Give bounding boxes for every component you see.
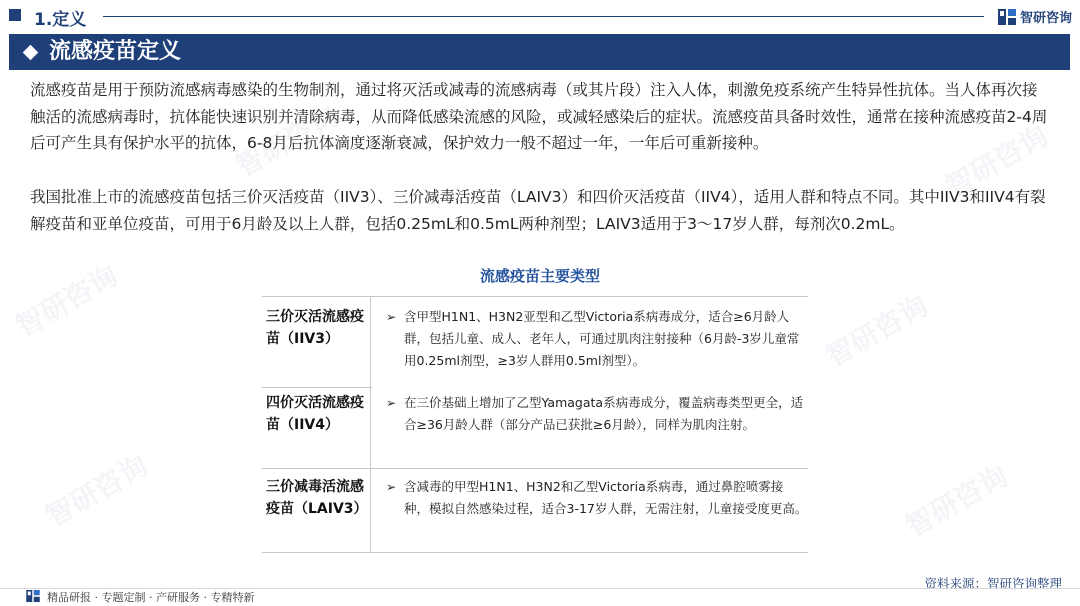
row-description-text: 含减毒的甲型H1N1、H3N2和乙型Victoria系病毒，通过鼻腔喷雾接种，模拟自然感染过程，适合3-17岁人群，无需注射，儿童接受度更高。 <box>404 479 808 516</box>
row-description-text: 含甲型H1N1、H3N2亚型和乙型Victoria系病毒成分，适合≥6月龄人群，包括儿童、成人、老年人，可通过肌肉注射接种（6月龄-3岁儿童常用0.25ml剂型，≥3岁人群用0.5ml剂型）。 <box>404 309 800 368</box>
watermark: 智研咨询 <box>40 449 154 534</box>
diamond-icon <box>23 45 39 61</box>
arrow-bullet-icon: ➢ <box>386 396 397 410</box>
watermark: 智研咨询 <box>940 119 1054 204</box>
watermark: 智研咨询 <box>230 99 344 184</box>
table-divider <box>370 296 371 552</box>
page-title: 流感疫苗定义 <box>49 39 182 64</box>
table-row <box>262 306 808 372</box>
paragraph-definition: 流感疫苗是用于预防流感病毒感染的生物制剂，通过将灭活或减毒的流感病毒（或其片段）注入人体，刺激免疫系统产生特异性抗体。当人体再次接触活的流感病毒时，抗体能快速识别并清除病毒，从而降低感染流感的风险，或减轻感染后的症状。流感疫苗具备时效性，通常在接种流感疫苗2-4周后可产生具有保护水平的抗体，6-8月后抗体滴度逐渐衰减，保护效力一般不超过一年，一年后可重新接种。 <box>30 81 1048 152</box>
source-note: 资料来源：智研咨询整理 <box>924 576 1062 591</box>
table-rule <box>262 296 808 297</box>
paragraph-types: 我国批准上市的流感疫苗包括三价灭活疫苗（IIV3）、三价减毒活疫苗（LAIV3）和四价灭活疫苗（IIV4），适用人群和特点不同。其中IIV3和IIV4有裂解疫苗和亚单位疫苗，可用于6月龄及以上人群，包括0.25mL和0.5mL两种剂型；LAIV3适用于3～17岁人群，每剂次0.2mL。 <box>30 188 1046 233</box>
row-description <box>374 476 808 520</box>
footer <box>0 587 1080 606</box>
header-divider <box>103 16 984 17</box>
table-heading: 流感疫苗主要类型 <box>479 267 600 285</box>
table-row <box>262 392 808 436</box>
watermark: 智研咨询 <box>900 459 1014 544</box>
row-label: 三价灭活流感疫苗（IIV3） <box>266 309 364 347</box>
watermark: 智研咨询 <box>10 259 124 344</box>
row-description <box>374 392 808 436</box>
title-banner <box>9 34 1070 70</box>
brand <box>998 7 1072 26</box>
row-label: 三价减毒活流感疫苗（LAIV3） <box>266 479 368 517</box>
row-description-text: 在三价基础上增加了乙型Yamagata系病毒成分，覆盖病毒类型更全，适合≥36月龄人群（部分产品已获批≥6月龄），同样为肌肉注射。 <box>404 395 804 432</box>
table-row <box>262 476 808 520</box>
top-bar <box>0 0 1080 32</box>
row-label: 四价灭活流感疫苗（IIV4） <box>266 395 364 433</box>
brand-name: 智研咨询 <box>1019 11 1072 26</box>
watermark: 智研咨询 <box>820 289 934 374</box>
footer-logo-icon <box>26 590 40 602</box>
arrow-bullet-icon: ➢ <box>386 310 397 324</box>
brand-logo-icon <box>998 9 1016 25</box>
footer-slogan: 精品研报 · 专题定制 · 产研服务 · 专精特新 <box>47 591 255 604</box>
table-rule <box>262 387 372 388</box>
table-rule <box>262 552 808 553</box>
table-rule <box>262 468 808 469</box>
arrow-bullet-icon: ➢ <box>386 480 397 494</box>
section-title: 1.定义 <box>34 10 87 30</box>
section-marker-icon <box>9 9 21 21</box>
row-description <box>374 306 808 372</box>
